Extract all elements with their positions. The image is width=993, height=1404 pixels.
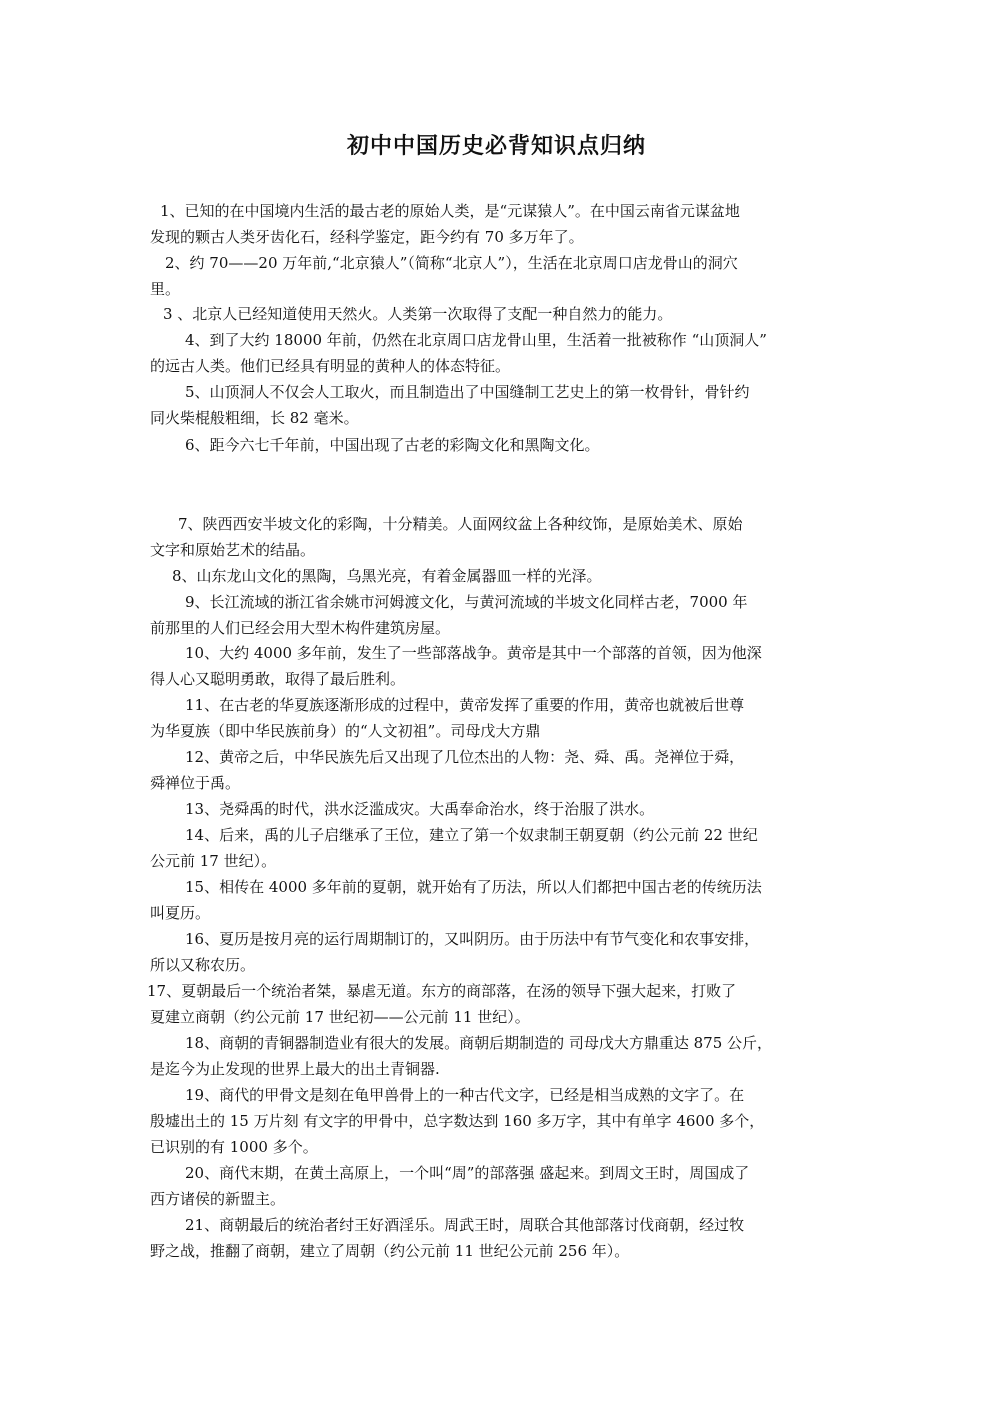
paragraph-line: 文字和原始艺术的结晶。 [150, 541, 316, 559]
paragraph-18 [150, 1030, 850, 1082]
paragraph-16 [150, 926, 850, 978]
paragraph-1 [150, 198, 850, 250]
paragraph-line: 3 、北京人已经知道使用天然火。人类第一次取得了支配一种自然力的能力。 [163, 305, 673, 323]
paragraph-line: 2、约 70——20 万年前,“北京猿人”（简称“北京人”），生活在北京周口店龙骨山的洞穴 [165, 254, 738, 272]
paragraph-line: 14、后来，禹的儿子启继承了王位，建立了第一个奴隶制王朝夏朝（约公元前 22 世纪 [185, 826, 758, 844]
paragraph-line: 所以又称农历。 [150, 956, 256, 974]
paragraph-line: 19、商代的甲骨文是刻在龟甲兽骨上的一种古代文字，已经是相当成熟的文字了。在 [185, 1086, 745, 1104]
paragraph-line: 21、商朝最后的统治者纣王好酒淫乐。周武王时，周联合其他部落讨伐商朝，经过牧 [185, 1216, 745, 1234]
paragraph-13 [150, 796, 850, 822]
paragraph-line: 为华夏族（即中华民族前身）的“人文初祖”。司母戊大方鼎 [150, 722, 541, 740]
paragraph-2 [150, 250, 850, 302]
paragraph-line: 殷墟出土的 15 万片刻 有文字的甲骨中，总字数达到 160 多万字，其中有单字 4600 多个， [150, 1112, 765, 1130]
paragraph-9 [150, 589, 850, 641]
paragraph-line: 11、在古老的华夏族逐渐形成的过程中，黄帝发挥了重要的作用，黄帝也就被后世尊 [185, 696, 745, 714]
paragraph-line: 7、陕西西安半坡文化的彩陶，十分精美。人面网纹盆上各种纹饰，是原始美术、原始 [178, 515, 743, 533]
paragraph-line: 16、夏历是按月亮的运行周期制订的，又叫阴历。由于历法中有节气变化和农事安排， [185, 930, 760, 948]
paragraph-17 [147, 978, 850, 1030]
paragraph-21 [150, 1212, 850, 1264]
paragraph-8 [150, 563, 850, 589]
paragraph-line: 里。 [150, 280, 181, 298]
paragraph-line: 公元前 17 世纪）。 [150, 852, 277, 870]
paragraph-line: 13、尧舜禹的时代，洪水泛滥成灾。大禹奉命治水，终于治服了洪水。 [185, 800, 655, 818]
paragraph-12 [150, 744, 850, 796]
paragraph-line: 的远古人类。他们已经具有明显的黄种人的体态特征。 [150, 357, 511, 375]
paragraph-line: 9、长江流域的浙江省余姚市河姆渡文化，与黄河流域的半坡文化同样古老，7000 年 [185, 593, 748, 611]
paragraph-line: 西方诸侯的新盟主。 [150, 1190, 286, 1208]
paragraph-line: 17、夏朝最后一个统治者桀，暴虐无道。东方的商部落，在汤的领导下强大起来，打败了 [147, 982, 737, 1000]
paragraph-line: 得人心又聪明勇敢，取得了最后胜利。 [150, 670, 406, 688]
paragraph-line: 12、黄帝之后，中华民族先后又出现了几位杰出的人物：尧、舜、禹。尧禅位于舜， [185, 748, 745, 766]
paragraph-line: 5、山顶洞人不仅会人工取火，而且制造出了中国缝制工艺史上的第一枚骨针，骨针约 [185, 383, 750, 401]
paragraph-10 [150, 640, 850, 692]
paragraph-line: 前那里的人们已经会用大型木构件建筑房屋。 [150, 619, 451, 637]
paragraph-5 [150, 379, 850, 431]
paragraph-19 [150, 1082, 850, 1160]
paragraph-line: 20、商代末期，在黄土高原上，一个叫“周”的部落强 盛起来。到周文王时，周国成了 [185, 1164, 750, 1182]
paragraph-11 [150, 692, 850, 744]
paragraph-20 [150, 1160, 850, 1212]
paragraph-line: 叫夏历。 [150, 904, 211, 922]
paragraph-line: 同火柴棍般粗细，长 82 毫米。 [150, 409, 359, 427]
paragraph-line: 发现的颗古人类牙齿化石，经科学鉴定，距今约有 70 多万年了。 [150, 228, 584, 246]
paragraph-14 [150, 822, 850, 874]
paragraph-7 [150, 511, 850, 563]
paragraph-line: 10、大约 4000 多年前，发生了一些部落战争。黄帝是其中一个部落的首领，因为他深 [185, 644, 762, 662]
document-title: 初中中国历史必背知识点归纳 [346, 133, 646, 159]
paragraph-line: 是迄今为止发现的世界上最大的出土青铜器. [150, 1060, 440, 1078]
paragraph-4 [150, 327, 850, 379]
paragraph-line: 野之战，推翻了商朝，建立了周朝（约公元前 11 世纪公元前 256 年）。 [150, 1242, 630, 1260]
paragraph-6 [150, 432, 850, 458]
paragraph-3 [150, 301, 850, 327]
paragraph-line: 夏建立商朝（约公元前 17 世纪初——公元前 11 世纪）。 [150, 1008, 530, 1026]
paragraph-line: 1、已知的在中国境内生活的最古老的原始人类，是“元谋猿人”。在中国云南省元谋盆地 [160, 202, 740, 220]
paragraph-line: 6、距今六七千年前，中国出现了古老的彩陶文化和黑陶文化。 [185, 436, 600, 454]
paragraph-line: 已识别的有 1000 多个。 [150, 1138, 318, 1156]
paragraph-line: 18、商朝的青铜器制造业有很大的发展。商朝后期制造的 司母戊大方鼎重达 875 公斤， [185, 1034, 773, 1052]
paragraph-line: 15、相传在 4000 多年前的夏朝，就开始有了历法，所以人们都把中国古老的传统历法 [185, 878, 762, 896]
paragraph-15 [150, 874, 850, 926]
paragraph-line: 4、到了大约 18000 年前，仍然在北京周口店龙骨山里，生活着一批被称作 “山顶洞人” [185, 331, 767, 349]
paragraph-line: 舜禅位于禹。 [150, 774, 241, 792]
paragraph-line: 8、山东龙山文化的黑陶，乌黑光亮，有着金属器皿一样的光泽。 [172, 567, 602, 585]
